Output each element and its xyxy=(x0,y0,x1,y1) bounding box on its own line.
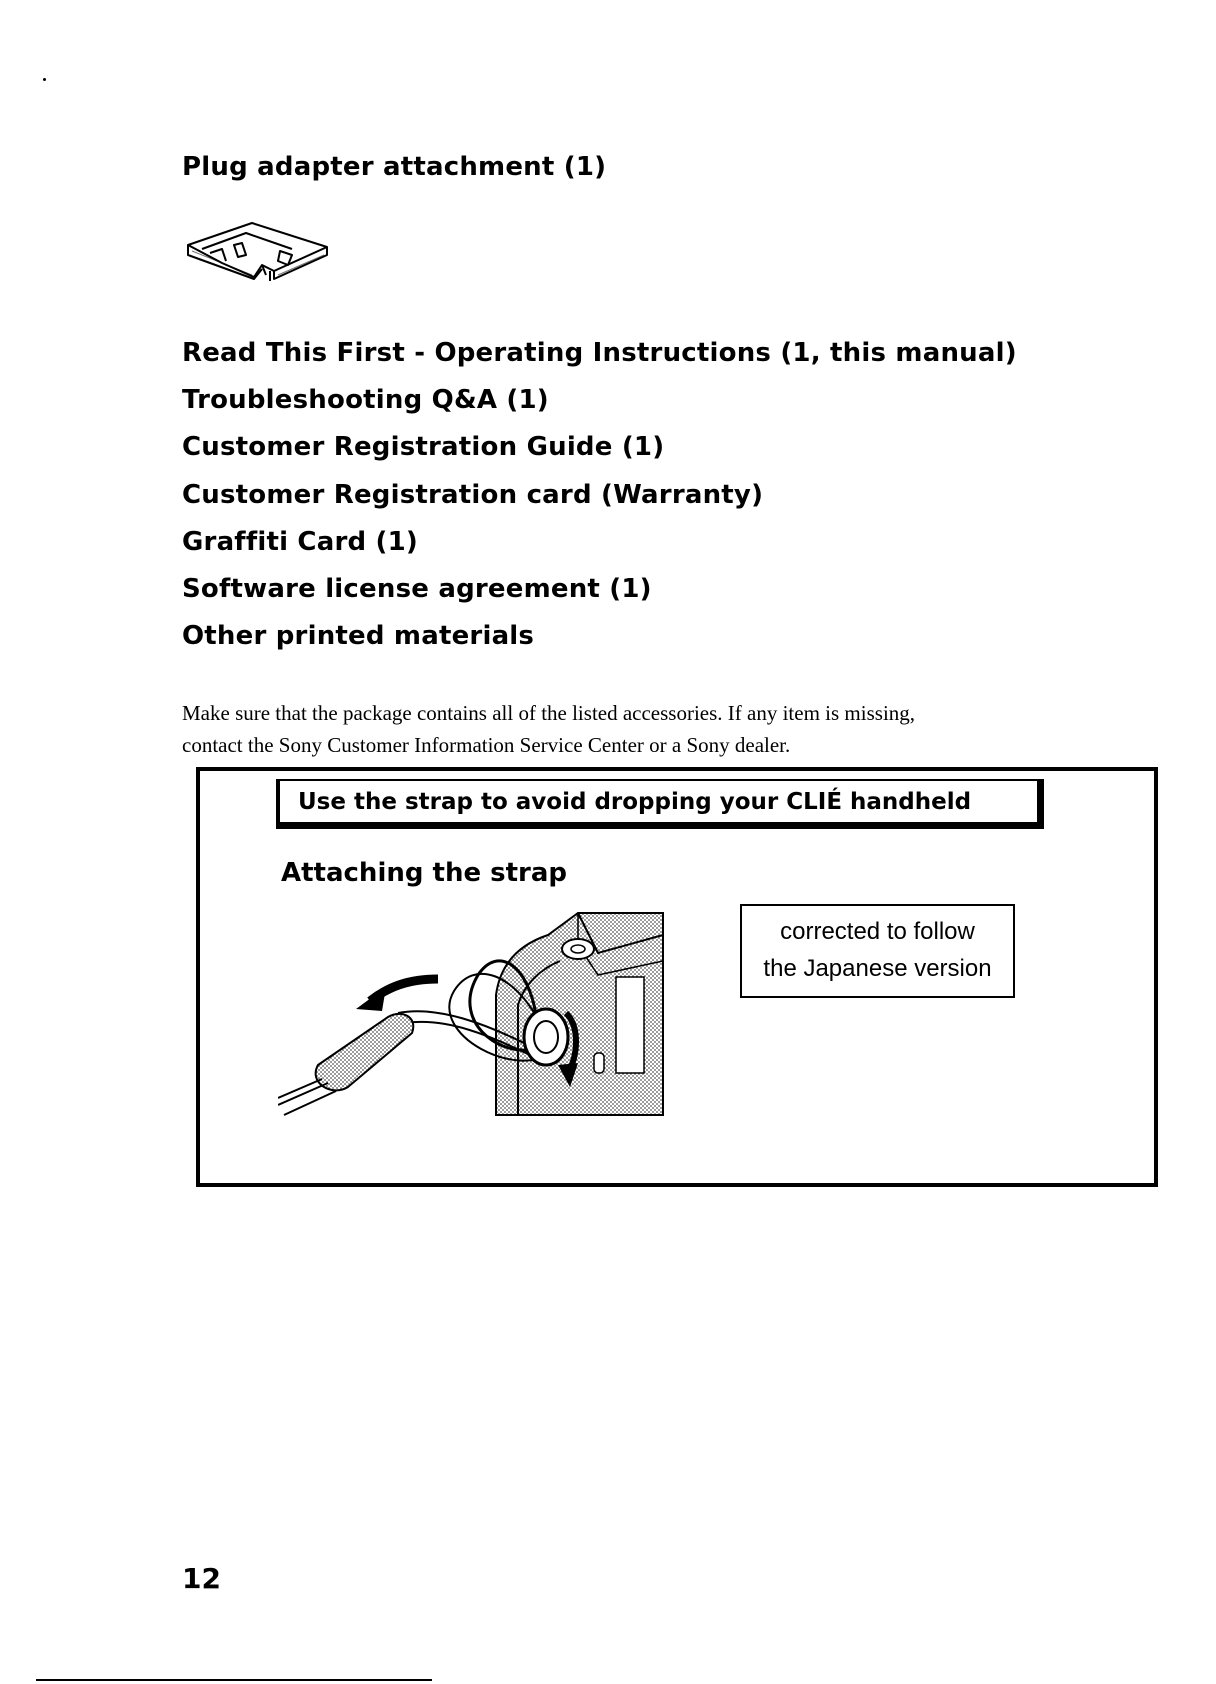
scan-speck xyxy=(43,78,46,81)
list-item: Read This First - Operating Instructions (1, this manual) xyxy=(182,338,1017,368)
section-heading: Plug adapter attachment (1) xyxy=(182,152,607,182)
note-line: Make sure that the package contains all of the listed accessories. If any item is missing, xyxy=(182,701,916,725)
strap-attachment-icon xyxy=(278,905,668,1120)
strap-subheading: Attaching the strap xyxy=(281,858,568,888)
correction-note xyxy=(740,904,1015,998)
list-item: Troubleshooting Q&A (1) xyxy=(182,385,549,415)
list-item: Customer Registration Guide (1) xyxy=(182,432,665,462)
strap-callout: Use the strap to avoid dropping your CLIÉ handheld xyxy=(276,779,1044,829)
page-number: 12 xyxy=(182,1562,221,1595)
correction-line: corrected to follow xyxy=(780,918,975,945)
plug-adapter-icon xyxy=(182,215,332,287)
accessories-note xyxy=(182,697,1082,761)
note-line: contact the Sony Customer Information Service Center or a Sony dealer. xyxy=(182,733,791,757)
correction-line: the Japanese version xyxy=(763,955,992,982)
list-item: Software license agreement (1) xyxy=(182,574,652,604)
list-item: Other printed materials xyxy=(182,621,535,651)
list-item: Customer Registration card (Warranty) xyxy=(182,480,764,510)
list-item: Graffiti Card (1) xyxy=(182,527,419,557)
footer-rule xyxy=(36,1679,432,1681)
